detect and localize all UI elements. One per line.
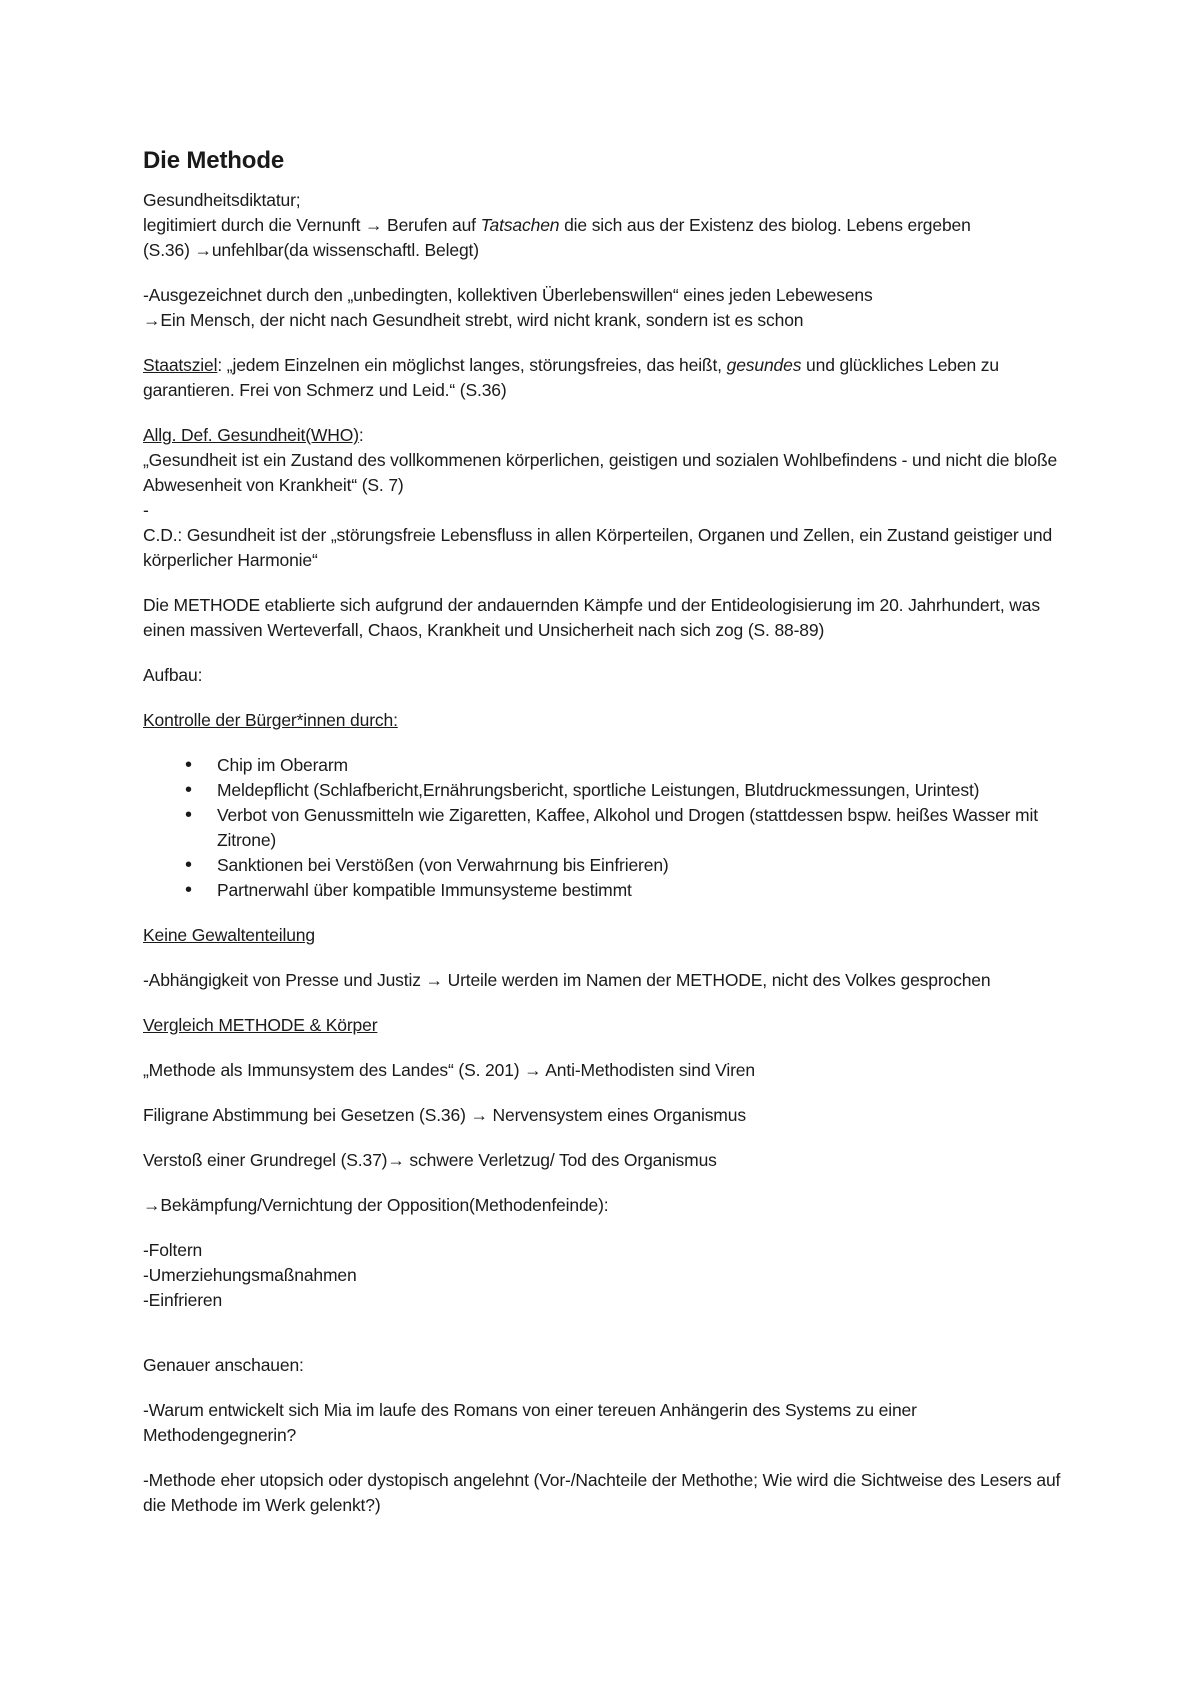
who-colon: : [358, 425, 364, 445]
genauer-question: -Methode eher utopsich oder dystopisch angelehnt (Vor-/Nachteile der Methothe; Wie wird die Sichtweise des Lesers auf die Methode im Werk gelenkt?) [143, 1470, 1061, 1515]
staatsziel-text: : „jedem Einzelnen ein möglichst langes, störungsfreies, das heißt, [217, 355, 727, 375]
staatsziel-label: Staatsziel [143, 355, 218, 375]
who-label: Allg. Def. Gesundheit(WHO) [143, 425, 359, 445]
who-dash: - [143, 500, 149, 520]
intro-line: (S.36) →unfehlbar(da wissenschaftl. Belegt) [143, 240, 479, 260]
vergleich-heading: Vergleich METHODE & Körper [143, 1015, 378, 1035]
intro-line: Gesundheitsdiktatur; [143, 190, 301, 210]
vergleich-line: Verstoß einer Grundregel (S.37)→ schwere Verletzug/ Tod des Organismus [143, 1150, 717, 1170]
genauer-question: -Warum entwickelt sich Mia im laufe des Romans von einer tereuen Anhängerin des Systems zu einer Methodengegnerin? [143, 1400, 917, 1445]
ausgezeichnet-paragraph [143, 283, 1063, 333]
text-line: →Ein Mensch, der nicht nach Gesundheit strebt, wird nicht krank, sondern ist es schon [143, 310, 804, 330]
staatsziel-paragraph [143, 353, 1063, 403]
who-block [143, 423, 1063, 573]
list-item: • Verbot von Genussmitteln wie Zigaretten, Kaffee, Alkohol und Drogen (stattdessen bspw. heißes Wasser mit Zitrone) [217, 803, 1063, 853]
kontrolle-list [143, 753, 1063, 903]
vergleich-line: Filigrane Abstimmung bei Gesetzen (S.36) → Nervensystem eines Organismus [143, 1105, 746, 1125]
aufbau-heading: Aufbau: [143, 665, 203, 685]
page-title: Die Methode [143, 147, 285, 174]
genauer-heading: Genauer anschauen: [143, 1355, 304, 1375]
gewaltenteilung-text: -Abhängigkeit von Presse und Justiz → Urteile werden im Namen der METHODE, nicht des Volkes gesprochen [143, 970, 991, 990]
list-item: • Meldepflicht (Schlafbericht,Ernährungsbericht, sportliche Leistungen, Blutdruckmessungen, Urintest) [217, 778, 1063, 803]
document-page [143, 144, 1063, 1538]
text-line: -Ausgezeichnet durch den „unbedingten, kollektiven Überlebenswillen“ eines jeden Lebewesens [143, 285, 873, 305]
list-item: -Foltern [143, 1240, 203, 1260]
spacer [143, 1333, 1063, 1353]
kontrolle-heading: Kontrolle der Bürger*innen durch: [143, 710, 398, 730]
intro-paragraph [143, 188, 1063, 263]
intro-text: die sich aus der Existenz des biolog. Lebens ergeben [559, 215, 971, 235]
list-item: • Sanktionen bei Verstößen (von Verwahrnung bis Einfrieren) [217, 853, 1063, 878]
intro-italic: Tatsachen [480, 215, 560, 235]
staatsziel-italic: gesundes [726, 355, 802, 375]
list-item: -Einfrieren [143, 1290, 223, 1310]
etabliert-paragraph: Die METHODE etablierte sich aufgrund der andauernden Kämpfe und der Entideologisierung im 20. Jahrhundert, was einen massiven Werteverfall, Chaos, Krankheit und Unsicherheit nach sich zog (S. 88-89) [143, 595, 1040, 640]
list-item: -Umerziehungsmaßnahmen [143, 1265, 357, 1285]
staatsziel-text: und glückliches Leben zu garantieren. Frei von Schmerz und Leid.“ (S.36) [143, 355, 999, 400]
list-item: • Chip im Oberarm [217, 753, 1063, 778]
who-heading [143, 423, 1063, 448]
vergleich-line: „Methode als Immunsystem des Landes“ (S. 201) → Anti-Methodisten sind Viren [143, 1060, 755, 1080]
list-item: • Partnerwahl über kompatible Immunsysteme bestimmt [217, 878, 1063, 903]
vergleich-line: →Bekämpfung/Vernichtung der Opposition(Methodenfeinde): [143, 1195, 609, 1215]
intro-line [143, 213, 1063, 238]
cd-definition: C.D.: Gesundheit ist der „störungsfreie Lebensfluss in allen Körperteilen, Organen und Zellen, ein Zustand geistiger und körperlicher Harmonie“ [143, 525, 1053, 570]
intro-text: legitimiert durch die Vernunft → Berufen auf [143, 215, 481, 235]
opposition-list [143, 1238, 1063, 1313]
who-quote: „Gesundheit ist ein Zustand des vollkommenen körperlichen, geistigen und sozialen Wohlbefindens - und nicht die bloße Abwesenheit von Krankheit“ (S. 7) [143, 450, 1058, 495]
gewaltenteilung-heading: Keine Gewaltenteilung [143, 925, 315, 945]
